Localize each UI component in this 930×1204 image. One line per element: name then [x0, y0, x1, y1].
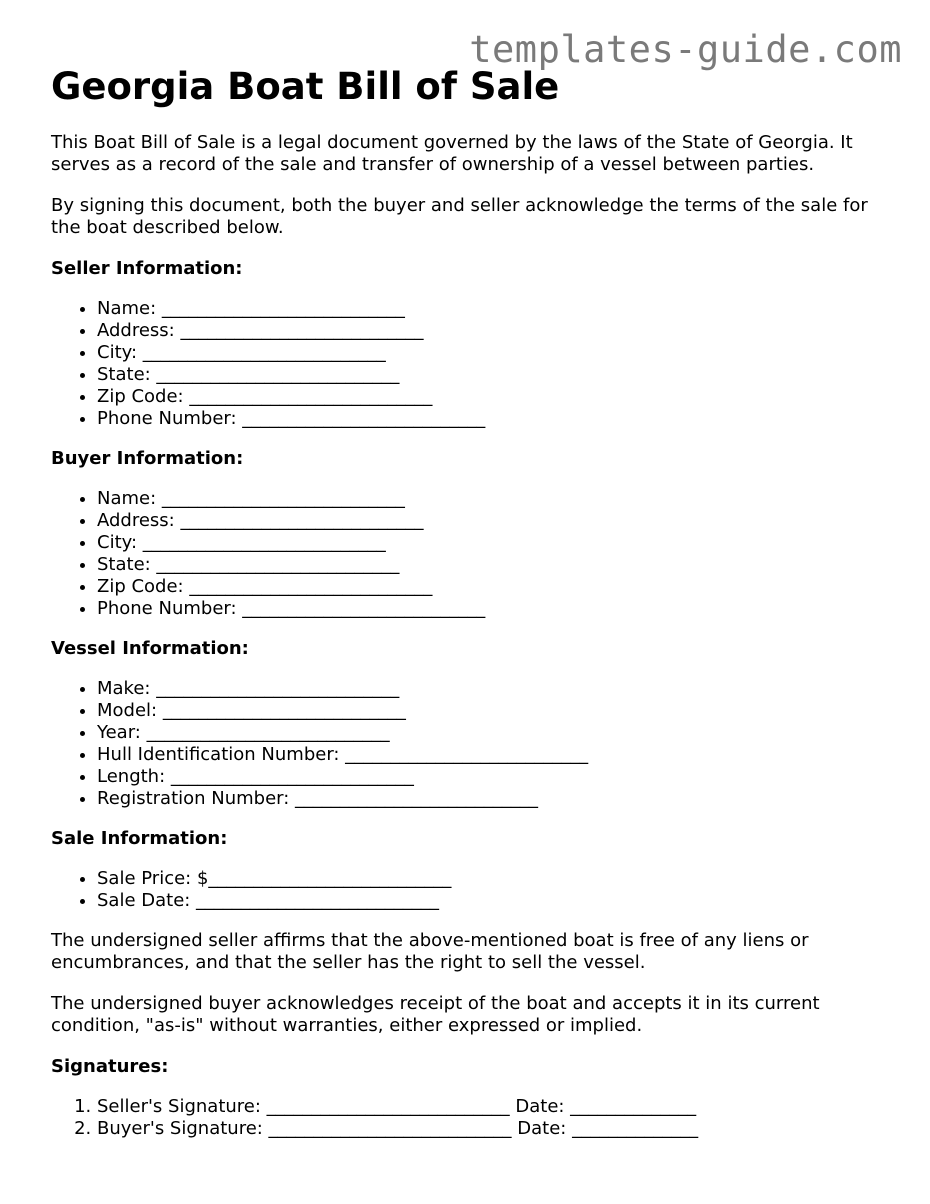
buyer-state-field[interactable]: • State: ___________________________	[97, 554, 891, 576]
seller-address-field[interactable]: • Address: ___________________________	[97, 320, 891, 342]
sale-price-field[interactable]: • Sale Price: $___________________________	[97, 868, 891, 890]
signatures-heading: Signatures:	[51, 1056, 169, 1077]
sale-list	[51, 868, 891, 912]
seller-state-field[interactable]: • State: ___________________________	[97, 364, 891, 386]
buyer-address-field[interactable]: • Address: ___________________________	[97, 510, 891, 532]
buyer-zip-field[interactable]: • Zip Code: ___________________________	[97, 576, 891, 598]
seller-city-field[interactable]: • City: ___________________________	[97, 342, 891, 364]
buyer-list	[51, 488, 891, 620]
seller-signature-line[interactable]: 1. Seller's Signature: ___________________________ Date: ______________	[97, 1096, 891, 1118]
buyer-acknowledgement: The undersigned buyer acknowledges receipt of the boat and accepts it in its current condition, "as-is" without warranties, either expressed or implied.	[51, 993, 820, 1036]
seller-zip-field[interactable]: • Zip Code: ___________________________	[97, 386, 891, 408]
seller-name-field[interactable]: • Name: ___________________________	[97, 298, 891, 320]
intro-paragraph: By signing this document, both the buyer and seller acknowledge the terms of the sale for the boat described below.	[51, 195, 868, 238]
vessel-year-field[interactable]: • Year: ___________________________	[97, 722, 891, 744]
intro-paragraph: This Boat Bill of Sale is a legal document governed by the laws of the State of Georgia. It serves as a record of the sale and transfer of ownership of a vessel between parties.	[51, 132, 853, 175]
buyer-city-field[interactable]: • City: ___________________________	[97, 532, 891, 554]
seller-list	[51, 298, 891, 430]
vessel-list	[51, 678, 891, 810]
vessel-registration-field[interactable]: • Registration Number: ___________________________	[97, 788, 891, 810]
signatures-list	[51, 1096, 891, 1140]
document-body	[51, 64, 891, 1158]
buyer-name-field[interactable]: • Name: ___________________________	[97, 488, 891, 510]
vessel-length-field[interactable]: • Length: ___________________________	[97, 766, 891, 788]
seller-heading: Seller Information:	[51, 258, 243, 279]
seller-phone-field[interactable]: • Phone Number: ___________________________	[97, 408, 891, 430]
vessel-heading: Vessel Information:	[51, 638, 249, 659]
vessel-model-field[interactable]: • Model: ___________________________	[97, 700, 891, 722]
sale-date-field[interactable]: • Sale Date: ___________________________	[97, 890, 891, 912]
sale-heading: Sale Information:	[51, 828, 228, 849]
watermark: templates-guide.com	[469, 28, 902, 71]
page-title: Georgia Boat Bill of Sale	[51, 65, 560, 108]
vessel-hin-field[interactable]: • Hull Identification Number: ___________________________	[97, 744, 891, 766]
vessel-make-field[interactable]: • Make: ___________________________	[97, 678, 891, 700]
buyer-signature-line[interactable]: 2. Buyer's Signature: ___________________________ Date: ______________	[97, 1118, 891, 1140]
buyer-heading: Buyer Information:	[51, 448, 244, 469]
buyer-phone-field[interactable]: • Phone Number: ___________________________	[97, 598, 891, 620]
seller-affirmation: The undersigned seller affirms that the above-mentioned boat is free of any liens or encumbrances, and that the seller has the right to sell the vessel.	[51, 930, 809, 973]
